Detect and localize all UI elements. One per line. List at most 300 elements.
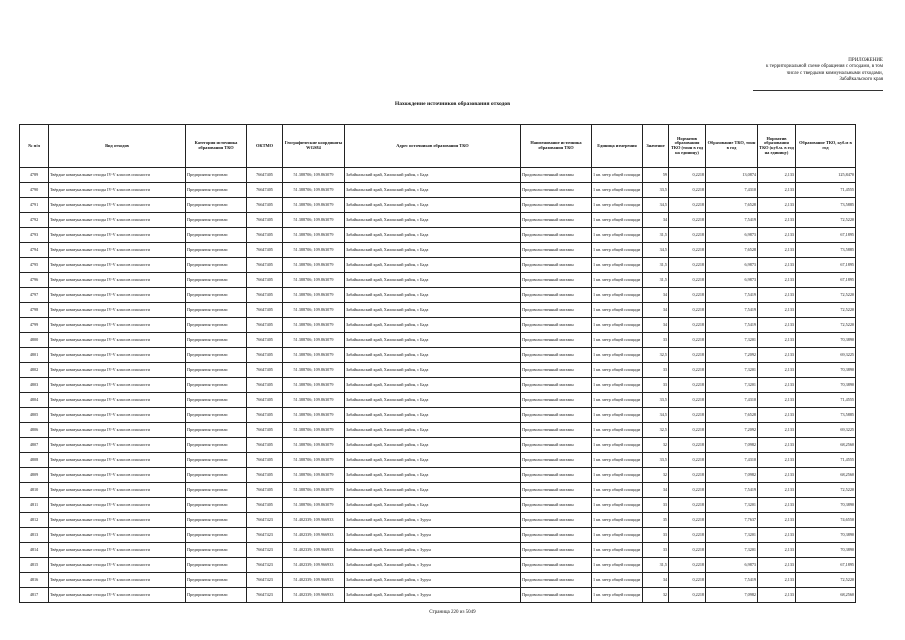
cell-tons-per-year: 7,0982 (706, 588, 758, 603)
cell-source-name: Продовольственный магазин (521, 483, 592, 498)
cell-waste-type: Твёрдые коммунальные отходы IV-V классов опасности (49, 558, 186, 573)
cell-category: Предприятия торговли (186, 498, 247, 513)
cell-address: Забайкальский край, Хилокский район, с Бада (345, 393, 521, 408)
table-row (20, 363, 856, 378)
cell-norm-cubic: 2,133 (758, 378, 796, 393)
cell-unit: 1 кв. метр общей площади (592, 513, 643, 528)
col-header-cubic-per-year: Образование ТКО, куб.м в год (796, 125, 856, 168)
cell-coordinates: 51.388706; 109.863079 (283, 393, 345, 408)
cell-waste-type: Твёрдые коммунальные отходы IV-V классов опасности (49, 243, 186, 258)
cell-norm-cubic: 2,133 (758, 273, 796, 288)
cell-unit: 1 кв. метр общей площади (592, 168, 643, 183)
cell-waste-type: Твёрдые коммунальные отходы IV-V классов опасности (49, 498, 186, 513)
cell-category: Предприятия торговли (186, 408, 247, 423)
cell-number: 4807 (20, 438, 49, 453)
cell-value: 34 (643, 288, 669, 303)
cell-unit: 1 кв. метр общей площади (592, 498, 643, 513)
table-row (20, 558, 856, 573)
cell-norm-tons: 0,2218 (669, 528, 706, 543)
cell-number: 4793 (20, 228, 49, 243)
cell-tons-per-year: 7,5419 (706, 483, 758, 498)
cell-value: 34 (643, 213, 669, 228)
cell-number: 4816 (20, 573, 49, 588)
cell-value: 33 (643, 528, 669, 543)
table-row (20, 453, 856, 468)
cell-category: Предприятия торговли (186, 543, 247, 558)
cell-waste-type: Твёрдые коммунальные отходы IV-V классов опасности (49, 363, 186, 378)
cell-source-name: Продовольственный магазин (521, 168, 592, 183)
cell-norm-tons: 0,2218 (669, 543, 706, 558)
cell-address: Забайкальский край, Хилокский район, с Бада (345, 258, 521, 273)
col-header-waste-type: Вид отходов (49, 125, 186, 168)
cell-unit: 1 кв. метр общей площади (592, 453, 643, 468)
table-row (20, 408, 856, 423)
cell-value: 34 (643, 483, 669, 498)
cell-category: Предприятия торговли (186, 318, 247, 333)
cell-category: Предприятия торговли (186, 378, 247, 393)
cell-category: Предприятия торговли (186, 348, 247, 363)
cell-source-name: Продовольственный магазин (521, 453, 592, 468)
cell-norm-cubic: 2,133 (758, 198, 796, 213)
cell-oktmo: 76647405 (247, 318, 283, 333)
col-header-oktmo: ОКТМО (247, 125, 283, 168)
cell-category: Предприятия торговли (186, 528, 247, 543)
cell-source-name: Продовольственный магазин (521, 318, 592, 333)
cell-source-name: Продовольственный магазин (521, 348, 592, 363)
cell-norm-tons: 0,2218 (669, 183, 706, 198)
cell-waste-type: Твёрдые коммунальные отходы IV-V классов опасности (49, 273, 186, 288)
cell-cubic-per-year: 70,3890 (796, 378, 856, 393)
cell-cubic-per-year: 71,4555 (796, 453, 856, 468)
cell-tons-per-year: 7,7637 (706, 513, 758, 528)
table-row (20, 528, 856, 543)
cell-address: Забайкальский край, Хилокский район, с Бада (345, 273, 521, 288)
cell-coordinates: 51.388706; 109.863079 (283, 318, 345, 333)
cell-norm-cubic: 2,133 (758, 483, 796, 498)
table-row (20, 498, 856, 513)
cell-waste-type: Твёрдые коммунальные отходы IV-V классов опасности (49, 528, 186, 543)
cell-waste-type: Твёрдые коммунальные отходы IV-V классов опасности (49, 303, 186, 318)
cell-coordinates: 51.388706; 109.863079 (283, 468, 345, 483)
cell-waste-type: Твёрдые коммунальные отходы IV-V классов опасности (49, 543, 186, 558)
cell-category: Предприятия торговли (186, 423, 247, 438)
cell-tons-per-year: 7,0982 (706, 438, 758, 453)
cell-unit: 1 кв. метр общей площади (592, 288, 643, 303)
cell-cubic-per-year: 73,5885 (796, 243, 856, 258)
cell-norm-cubic: 2,133 (758, 423, 796, 438)
cell-norm-cubic: 2,133 (758, 243, 796, 258)
cell-tons-per-year: 7,5419 (706, 573, 758, 588)
cell-source-name: Продовольственный магазин (521, 543, 592, 558)
cell-tons-per-year: 7,5419 (706, 213, 758, 228)
cell-unit: 1 кв. метр общей площади (592, 378, 643, 393)
cell-unit: 1 кв. метр общей площади (592, 258, 643, 273)
cell-address: Забайкальский край, Хилокский район, с Бада (345, 198, 521, 213)
cell-tons-per-year: 7,4310 (706, 393, 758, 408)
cell-source-name: Продовольственный магазин (521, 243, 592, 258)
cell-coordinates: 51.388706; 109.863079 (283, 183, 345, 198)
cell-source-name: Продовольственный магазин (521, 528, 592, 543)
cell-norm-cubic: 2,133 (758, 408, 796, 423)
cell-coordinates: 51.388706; 109.863079 (283, 198, 345, 213)
cell-norm-cubic: 2,133 (758, 183, 796, 198)
table-row (20, 588, 856, 603)
cell-cubic-per-year: 74,6550 (796, 513, 856, 528)
cell-address: Забайкальский край, Хилокский район, с Бада (345, 243, 521, 258)
cell-waste-type: Твёрдые коммунальные отходы IV-V классов опасности (49, 288, 186, 303)
cell-unit: 1 кв. метр общей площади (592, 363, 643, 378)
col-header-norm-tons: Норматив образования ТКО (тонн в год на единицу) (669, 125, 706, 168)
cell-waste-type: Твёрдые коммунальные отходы IV-V классов опасности (49, 423, 186, 438)
cell-address: Забайкальский край, Хилокский район, с Бада (345, 483, 521, 498)
cell-cubic-per-year: 69,3225 (796, 423, 856, 438)
cell-tons-per-year: 7,6528 (706, 198, 758, 213)
cell-oktmo: 76647405 (247, 453, 283, 468)
cell-cubic-per-year: 68,2560 (796, 468, 856, 483)
cell-coordinates: 51.402339; 109.966933 (283, 528, 345, 543)
cell-source-name: Продовольственный магазин (521, 513, 592, 528)
cell-address: Забайкальский край, Хилокский район, с Зурун (345, 558, 521, 573)
cell-number: 4797 (20, 288, 49, 303)
cell-value: 34,5 (643, 198, 669, 213)
cell-source-name: Продовольственный магазин (521, 573, 592, 588)
table-header-row (20, 125, 856, 168)
cell-waste-type: Твёрдые коммунальные отходы IV-V классов опасности (49, 513, 186, 528)
cell-category: Предприятия торговли (186, 228, 247, 243)
cell-norm-tons: 0,2218 (669, 303, 706, 318)
cell-norm-tons: 0,2218 (669, 378, 706, 393)
cell-category: Предприятия торговли (186, 558, 247, 573)
cell-value: 33,5 (643, 183, 669, 198)
cell-source-name: Продовольственный магазин (521, 393, 592, 408)
cell-coordinates: 51.388706; 109.863079 (283, 483, 345, 498)
cell-source-name: Продовольственный магазин (521, 333, 592, 348)
cell-unit: 1 кв. метр общей площади (592, 318, 643, 333)
cell-unit: 1 кв. метр общей площади (592, 423, 643, 438)
cell-coordinates: 51.388706; 109.863079 (283, 228, 345, 243)
table-row (20, 468, 856, 483)
cell-oktmo: 76647405 (247, 303, 283, 318)
cell-unit: 1 кв. метр общей площади (592, 198, 643, 213)
col-header-tons-per-year: Образование ТКО, тонн в год (706, 125, 758, 168)
cell-number: 4808 (20, 453, 49, 468)
cell-norm-cubic: 2,133 (758, 258, 796, 273)
cell-number: 4798 (20, 303, 49, 318)
cell-cubic-per-year: 72,5220 (796, 288, 856, 303)
cell-waste-type: Твёрдые коммунальные отходы IV-V классов опасности (49, 168, 186, 183)
cell-number: 4794 (20, 243, 49, 258)
cell-coordinates: 51.388706; 109.863079 (283, 348, 345, 363)
cell-waste-type: Твёрдые коммунальные отходы IV-V классов опасности (49, 483, 186, 498)
cell-cubic-per-year: 72,5220 (796, 303, 856, 318)
cell-category: Предприятия торговли (186, 198, 247, 213)
cell-number: 4791 (20, 198, 49, 213)
cell-coordinates: 51.388706; 109.863079 (283, 303, 345, 318)
cell-value: 33 (643, 378, 669, 393)
cell-address: Забайкальский край, Хилокский район, с Зурун (345, 543, 521, 558)
cell-oktmo: 76647405 (247, 348, 283, 363)
cell-norm-cubic: 2,133 (758, 543, 796, 558)
cell-norm-tons: 0,2218 (669, 333, 706, 348)
cell-address: Забайкальский край, Хилокский район, с Бада (345, 213, 521, 228)
table-row (20, 303, 856, 318)
cell-waste-type: Твёрдые коммунальные отходы IV-V классов опасности (49, 453, 186, 468)
cell-source-name: Продовольственный магазин (521, 468, 592, 483)
cell-source-name: Продовольственный магазин (521, 198, 592, 213)
cell-value: 33 (643, 498, 669, 513)
cell-value: 34,5 (643, 408, 669, 423)
cell-address: Забайкальский край, Хилокский район, с Бада (345, 228, 521, 243)
cell-address: Забайкальский край, Хилокский район, с Бада (345, 438, 521, 453)
cell-norm-cubic: 2,133 (758, 303, 796, 318)
cell-number: 4789 (20, 168, 49, 183)
cell-oktmo: 76647423 (247, 528, 283, 543)
cell-coordinates: 51.388706; 109.863079 (283, 438, 345, 453)
cell-cubic-per-year: 67,1895 (796, 228, 856, 243)
table-row (20, 393, 856, 408)
cell-number: 4813 (20, 528, 49, 543)
cell-norm-cubic: 2,133 (758, 213, 796, 228)
cell-coordinates: 51.402339; 109.966933 (283, 588, 345, 603)
cell-category: Предприятия торговли (186, 303, 247, 318)
cell-coordinates: 51.402339; 109.966933 (283, 558, 345, 573)
cell-category: Предприятия торговли (186, 393, 247, 408)
cell-waste-type: Твёрдые коммунальные отходы IV-V классов опасности (49, 183, 186, 198)
cell-cubic-per-year: 72,5220 (796, 573, 856, 588)
cell-number: 4812 (20, 513, 49, 528)
cell-oktmo: 76647405 (247, 483, 283, 498)
col-header-address: Адрес источников образования ТКО (345, 125, 521, 168)
cell-category: Предприятия торговли (186, 183, 247, 198)
cell-norm-tons: 0,2218 (669, 483, 706, 498)
cell-oktmo: 76647405 (247, 168, 283, 183)
cell-oktmo: 76647405 (247, 363, 283, 378)
cell-number: 4804 (20, 393, 49, 408)
appendix-line: к территориальной схеме обращения с отходами, в том (766, 64, 883, 70)
cell-norm-tons: 0,2218 (669, 228, 706, 243)
cell-address: Забайкальский край, Хилокский район, с Бада (345, 468, 521, 483)
cell-tons-per-year: 7,4310 (706, 453, 758, 468)
cell-address: Забайкальский край, Хилокский район, с Бада (345, 348, 521, 363)
cell-cubic-per-year: 70,3890 (796, 498, 856, 513)
cell-oktmo: 76647405 (247, 468, 283, 483)
cell-address: Забайкальский край, Хилокский район, с Бада (345, 168, 521, 183)
col-header-coordinates: Географические координаты WGS84 (283, 125, 345, 168)
cell-number: 4805 (20, 408, 49, 423)
col-header-value: Значение (643, 125, 669, 168)
cell-norm-cubic: 2,133 (758, 468, 796, 483)
cell-oktmo: 76647405 (247, 183, 283, 198)
cell-category: Предприятия торговли (186, 273, 247, 288)
cell-waste-type: Твёрдые коммунальные отходы IV-V классов опасности (49, 468, 186, 483)
cell-norm-tons: 0,2218 (669, 318, 706, 333)
cell-source-name: Продовольственный магазин (521, 228, 592, 243)
cell-waste-type: Твёрдые коммунальные отходы IV-V классов опасности (49, 438, 186, 453)
cell-tons-per-year: 7,3201 (706, 333, 758, 348)
cell-cubic-per-year: 68,2560 (796, 438, 856, 453)
cell-unit: 1 кв. метр общей площади (592, 303, 643, 318)
cell-coordinates: 51.388706; 109.863079 (283, 408, 345, 423)
cell-tons-per-year: 7,3201 (706, 378, 758, 393)
cell-number: 4792 (20, 213, 49, 228)
cell-address: Забайкальский край, Хилокский район, с Бада (345, 498, 521, 513)
appendix-block (693, 58, 883, 91)
cell-value: 33,5 (643, 393, 669, 408)
cell-unit: 1 кв. метр общей площади (592, 558, 643, 573)
cell-tons-per-year: 7,3201 (706, 528, 758, 543)
cell-source-name: Продовольственный магазин (521, 408, 592, 423)
cell-source-name: Продовольственный магазин (521, 183, 592, 198)
cell-norm-tons: 0,2218 (669, 513, 706, 528)
cell-unit: 1 кв. метр общей площади (592, 348, 643, 363)
table-row (20, 288, 856, 303)
table-row (20, 423, 856, 438)
cell-norm-cubic: 2,133 (758, 363, 796, 378)
cell-coordinates: 51.388706; 109.863079 (283, 333, 345, 348)
cell-oktmo: 76647405 (247, 423, 283, 438)
cell-coordinates: 51.388706; 109.863079 (283, 363, 345, 378)
cell-tons-per-year: 6,9873 (706, 558, 758, 573)
cell-tons-per-year: 7,2092 (706, 348, 758, 363)
cell-number: 4803 (20, 378, 49, 393)
cell-waste-type: Твёрдые коммунальные отходы IV-V классов опасности (49, 333, 186, 348)
cell-value: 32,5 (643, 423, 669, 438)
table-row (20, 183, 856, 198)
cell-norm-tons: 0,2218 (669, 258, 706, 273)
appendix-line: Забайкальского края (839, 77, 883, 83)
cell-norm-cubic: 2,133 (758, 393, 796, 408)
cell-unit: 1 кв. метр общей площади (592, 243, 643, 258)
cell-source-name: Продовольственный магазин (521, 258, 592, 273)
cell-oktmo: 76647405 (247, 498, 283, 513)
cell-value: 34 (643, 318, 669, 333)
cell-category: Предприятия торговли (186, 453, 247, 468)
cell-category: Предприятия торговли (186, 438, 247, 453)
cell-coordinates: 51.388706; 109.863079 (283, 423, 345, 438)
cell-cubic-per-year: 71,4555 (796, 183, 856, 198)
cell-coordinates: 51.388706; 109.863079 (283, 243, 345, 258)
cell-value: 31,5 (643, 258, 669, 273)
cell-norm-cubic: 2,133 (758, 288, 796, 303)
cell-waste-type: Твёрдые коммунальные отходы IV-V классов опасности (49, 198, 186, 213)
col-header-number: № п/п (20, 125, 49, 168)
cell-waste-type: Твёрдые коммунальные отходы IV-V классов опасности (49, 228, 186, 243)
col-header-source-name: Наименование источника образования ТКО (521, 125, 592, 168)
col-header-norm-cubic: Норматив образования ТКО (куб.м. в год на единицу) (758, 125, 796, 168)
cell-waste-type: Твёрдые коммунальные отходы IV-V классов опасности (49, 573, 186, 588)
cell-address: Забайкальский край, Хилокский район, с Бада (345, 423, 521, 438)
cell-address: Забайкальский край, Хилокский район, с Зурун (345, 513, 521, 528)
cell-norm-tons: 0,2218 (669, 408, 706, 423)
cell-norm-tons: 0,2218 (669, 438, 706, 453)
cell-cubic-per-year: 70,3890 (796, 528, 856, 543)
cell-coordinates: 51.388706; 109.863079 (283, 453, 345, 468)
cell-address: Забайкальский край, Хилокский район, с Бада (345, 183, 521, 198)
cell-unit: 1 кв. метр общей площади (592, 483, 643, 498)
cell-norm-tons: 0,2218 (669, 468, 706, 483)
cell-address: Забайкальский край, Хилокский район, с Бада (345, 363, 521, 378)
table-row (20, 438, 856, 453)
cell-tons-per-year: 7,3201 (706, 498, 758, 513)
cell-tons-per-year: 7,5419 (706, 303, 758, 318)
cell-norm-tons: 0,2218 (669, 498, 706, 513)
cell-unit: 1 кв. метр общей площади (592, 228, 643, 243)
cell-unit: 1 кв. метр общей площади (592, 183, 643, 198)
cell-oktmo: 76647405 (247, 198, 283, 213)
table-row (20, 483, 856, 498)
cell-source-name: Продовольственный магазин (521, 273, 592, 288)
cell-coordinates: 51.402339; 109.966933 (283, 573, 345, 588)
cell-unit: 1 кв. метр общей площади (592, 273, 643, 288)
cell-tons-per-year: 7,3201 (706, 543, 758, 558)
cell-norm-tons: 0,2218 (669, 423, 706, 438)
cell-cubic-per-year: 73,5885 (796, 408, 856, 423)
cell-oktmo: 76647423 (247, 543, 283, 558)
cell-source-name: Продовольственный магазин (521, 558, 592, 573)
cell-source-name: Продовольственный магазин (521, 588, 592, 603)
waste-sources-table (19, 124, 856, 603)
cell-value: 31,5 (643, 273, 669, 288)
cell-number: 4802 (20, 363, 49, 378)
cell-value: 33 (643, 333, 669, 348)
cell-tons-per-year: 6,9873 (706, 258, 758, 273)
cell-oktmo: 76647405 (247, 243, 283, 258)
cell-category: Предприятия торговли (186, 573, 247, 588)
cell-unit: 1 кв. метр общей площади (592, 393, 643, 408)
cell-value: 34 (643, 573, 669, 588)
cell-waste-type: Твёрдые коммунальные отходы IV-V классов опасности (49, 213, 186, 228)
cell-cubic-per-year: 70,3890 (796, 543, 856, 558)
cell-norm-cubic: 2,133 (758, 498, 796, 513)
cell-unit: 1 кв. метр общей площади (592, 588, 643, 603)
cell-norm-cubic: 2,133 (758, 333, 796, 348)
cell-oktmo: 76647405 (247, 213, 283, 228)
cell-waste-type: Твёрдые коммунальные отходы IV-V классов опасности (49, 378, 186, 393)
cell-number: 4799 (20, 318, 49, 333)
cell-norm-cubic: 2,133 (758, 573, 796, 588)
cell-address: Забайкальский край, Хилокский район, с Бада (345, 303, 521, 318)
cell-address: Забайкальский край, Хилокский район, с Бада (345, 378, 521, 393)
cell-oktmo: 76647405 (247, 228, 283, 243)
cell-norm-cubic: 2,133 (758, 318, 796, 333)
cell-source-name: Продовольственный магазин (521, 438, 592, 453)
cell-number: 4811 (20, 498, 49, 513)
cell-norm-cubic: 2,133 (758, 348, 796, 363)
cell-norm-cubic: 2,133 (758, 588, 796, 603)
cell-value: 32 (643, 438, 669, 453)
document-title: Нахождение источников образования отходов (394, 101, 511, 107)
cell-number: 4809 (20, 468, 49, 483)
cell-coordinates: 51.388706; 109.863079 (283, 378, 345, 393)
cell-number: 4801 (20, 348, 49, 363)
cell-norm-tons: 0,2218 (669, 348, 706, 363)
cell-category: Предприятия торговли (186, 333, 247, 348)
cell-oktmo: 76647405 (247, 378, 283, 393)
cell-value: 32 (643, 588, 669, 603)
table-row (20, 258, 856, 273)
table-row (20, 543, 856, 558)
cell-value: 33,5 (643, 453, 669, 468)
cell-oktmo: 76647405 (247, 438, 283, 453)
cell-norm-tons: 0,2218 (669, 453, 706, 468)
table-row (20, 273, 856, 288)
cell-coordinates: 51.402339; 109.966933 (283, 543, 345, 558)
col-header-unit: Единица измерения (592, 125, 643, 168)
cell-cubic-per-year: 67,1895 (796, 258, 856, 273)
cell-source-name: Продовольственный магазин (521, 288, 592, 303)
cell-waste-type: Твёрдые коммунальные отходы IV-V классов опасности (49, 408, 186, 423)
cell-category: Предприятия торговли (186, 243, 247, 258)
